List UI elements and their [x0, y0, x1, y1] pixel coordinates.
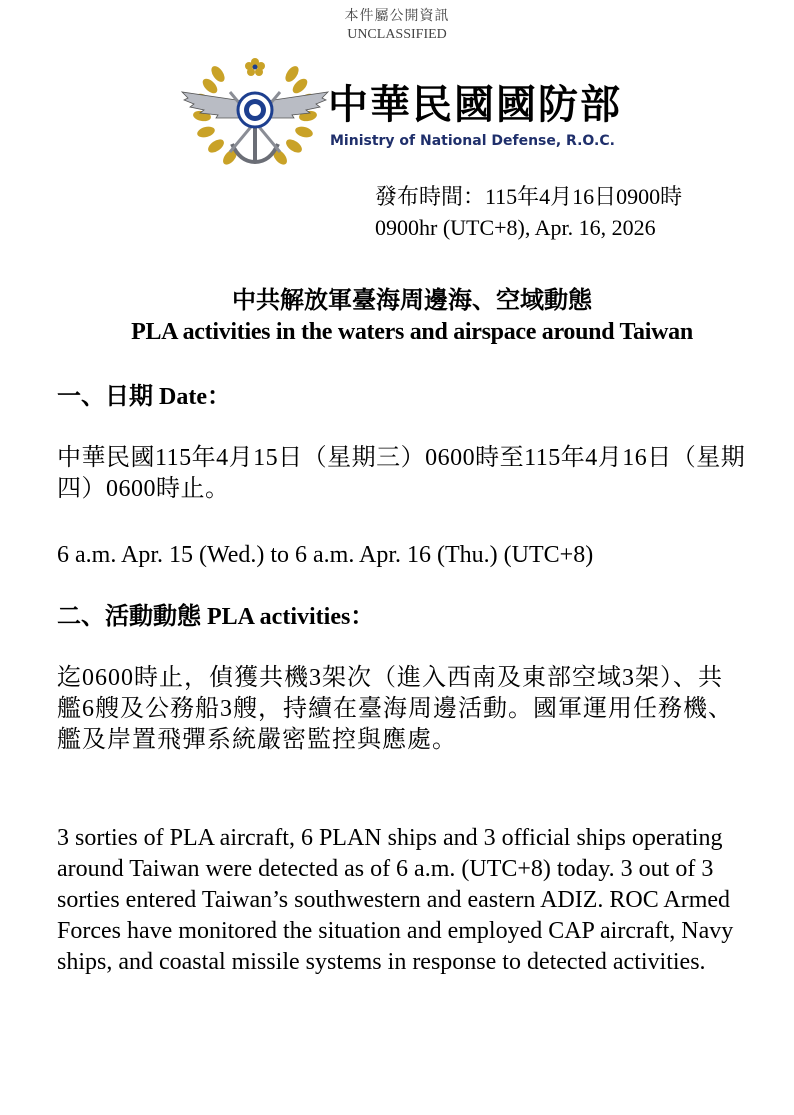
org-name-en: Ministry of National Defense, R.O.C.: [330, 133, 615, 149]
date-range-zh: 中華民國115年4月15日（星期三）0600時至115年4月16日（星期四）0600時止。: [57, 445, 746, 502]
mnd-emblem-icon: [180, 52, 330, 174]
org-name-zh: 中華民國國防部: [328, 82, 622, 128]
section-heading-activities: 二、活動動態 PLA activities：: [57, 604, 375, 630]
document-title-zh: 中共解放軍臺海周邊海、空域動態: [232, 288, 592, 314]
document-title-en: PLA activities in the waters and airspace around Taiwan: [131, 319, 693, 345]
release-time-zh: 發布時間：115年4月16日0900時: [375, 184, 683, 209]
activities-text-zh: 迄0600時止，偵獲共機3架次（進入西南及東部空域3架）、共艦6艘及公務船3艘，持續在臺海周邊活動。國軍運用任務機、艦及岸置飛彈系統嚴密監控與應處。: [57, 665, 733, 753]
classification-zh: 本件屬公開資訊: [344, 9, 450, 24]
activities-text-en: 3 sorties of PLA aircraft, 6 PLAN ships and 3 official ships operating around Taiwan were detected as of 6 a.m. (UTC+8) today. 3 out of 3 sorties entered Taiwan’s southwestern and eastern ADIZ. ROC Armed Forces have monitored the situation and employed CAP aircraft, Navy ships, and coastal missile systems in response to detected activities.: [57, 825, 734, 975]
date-range-en: 6 a.m. Apr. 15 (Wed.) to 6 a.m. Apr. 16 (Thu.) (UTC+8): [57, 542, 594, 568]
release-time-en: 0900hr (UTC+8), Apr. 16, 2026: [375, 215, 656, 240]
section-heading-date: 一、日期 Date：: [57, 384, 231, 410]
classification-en: UNCLASSIFIED: [347, 27, 447, 42]
